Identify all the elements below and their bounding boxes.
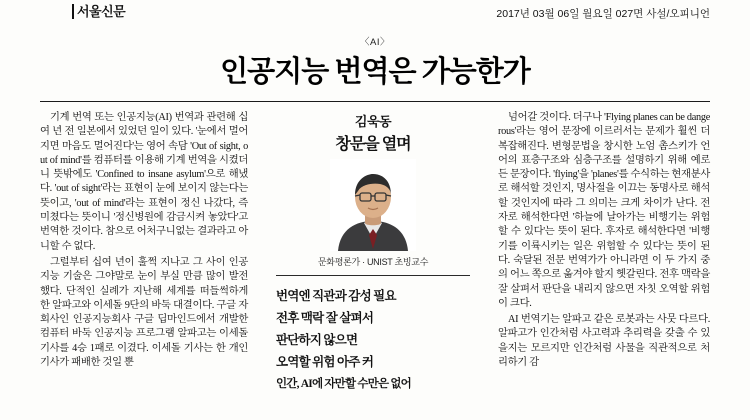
pullquote [276,285,470,395]
page-title: 인공지능 번역은 가능한가 [220,56,530,88]
author-name: 김욱동 [354,114,392,129]
pullquote-line: 판단하지 않으면 [276,333,358,347]
masthead-row [0,0,750,26]
column-left-body [40,111,248,370]
pullquote-last-line: 인간, AI에 자만할 수만은 없어 [276,378,411,390]
paragraph: 기계 번역 또는 인공지능(AI) 번역과 관련해 십여 년 전 일본에서 있었던 일이 있다. '눈에서 멀어지면 마음도 멀어진다'는 영어 속담 'Out of sight, out of mind'를 컴퓨터를 이용해 기계 번역을 시켰더니 뜻밖에도 'Confined to insane asylum'으로 해냈다. 'out of sight'라는 표현이 눈에 보이지 않는다는 뜻이고, 'out of mind'라는 표현이 정신 나갔다, 즉 미쳤다는 뜻이니 '정신병원에 감금시켜 놓았다'고 번역한 것이다. 참으로 어처구니없는 결과라고 아니할 수 없다. [40,112,248,252]
author-affiliation: 문화평론가 · UNIST 초빙교수 [317,257,429,267]
paragraph: 넘어갈 것이다. 더구나 'Flying planes can be dangerous'라는 영어 문장에 이르러서는 문제가 훨씬 더 복잡해진다. 변형문법을 창시한 노엄 촘스키가 언어의 표층구조와 심층구조를 설명하기 위해 예로 든 문장이다. 'flying'을 'planes'를 수식하는 현재분사로 해석할 것인지, 명사절을 이끄는 동명사로 해석할 것인지에 따라 그 의미는 크게 차이가 난다. 전자로 해석한다면 '하늘에 날아가는 비행기는 위험할 수 있다'는 뜻이 된다. 후자로 해석한다면 '비행기를 이륙시키는 일은 위험할 수 있다'는 뜻이 된다. 숙달된 전문 번역가가 아니라면 이 두 가지 중의 어느 쪽으로 옮겨야 할지 헷갈린다. 전후 맥락을 잘 살펴서 판단을 내리지 않으면 자칫 오역할 위험이 크다. [498,112,710,309]
headline-rule [40,101,710,102]
column-left [40,111,262,370]
newspaper-masthead: 서울신문 [72,4,125,19]
author-box [276,111,470,268]
pullquote-line: 전후 맥락 잘 살펴서 [276,311,374,325]
column-right [484,111,710,370]
paragraph: AI 번역기는 알파고 같은 로봇과는 사뭇 다르다. 알파고가 인간처럼 사고력과 추리력을 갖출 수 있을지는 모르지만 인간처럼 사물을 직관적으로 처리하기 감 [498,314,710,369]
dateline: 2017년 03월 06일 월요일 027면 사설/오피니언 [496,8,710,20]
pullquote-line: 번역엔 직관과 감성 필요 [276,289,396,303]
article-columns [40,111,710,395]
paragraph: 그럴부터 십여 년이 훌쩍 지나고 그 사이 인공지능 기술은 그야말로 눈이 부실 만큼 많이 발전했다. 단적인 실례가 지난해 세계를 떠들썩하게 한 알파고와 이세돌 9단의 바둑 대결이다. 구글 자회사인 인공지능회사 구글 딥마인드에서 개발한 컴퓨터 바둑 인공지능 프로그램 알파고는 이세돌 기사를 4승 1패로 이겼다. 이세돌 기사는 한 개인 기사가 패배한 것일 뿐 [40,256,248,369]
pullquote-line: 오역할 위험 아주 커 [276,355,374,369]
column-center [262,111,484,395]
author-divider [276,275,470,276]
column-right-body [498,111,710,370]
article-kicker: 〈AI〉 [360,37,390,48]
column-series-title: 창문을 열며 [335,136,411,153]
author-portrait-icon [330,159,416,251]
avatar [330,159,416,251]
